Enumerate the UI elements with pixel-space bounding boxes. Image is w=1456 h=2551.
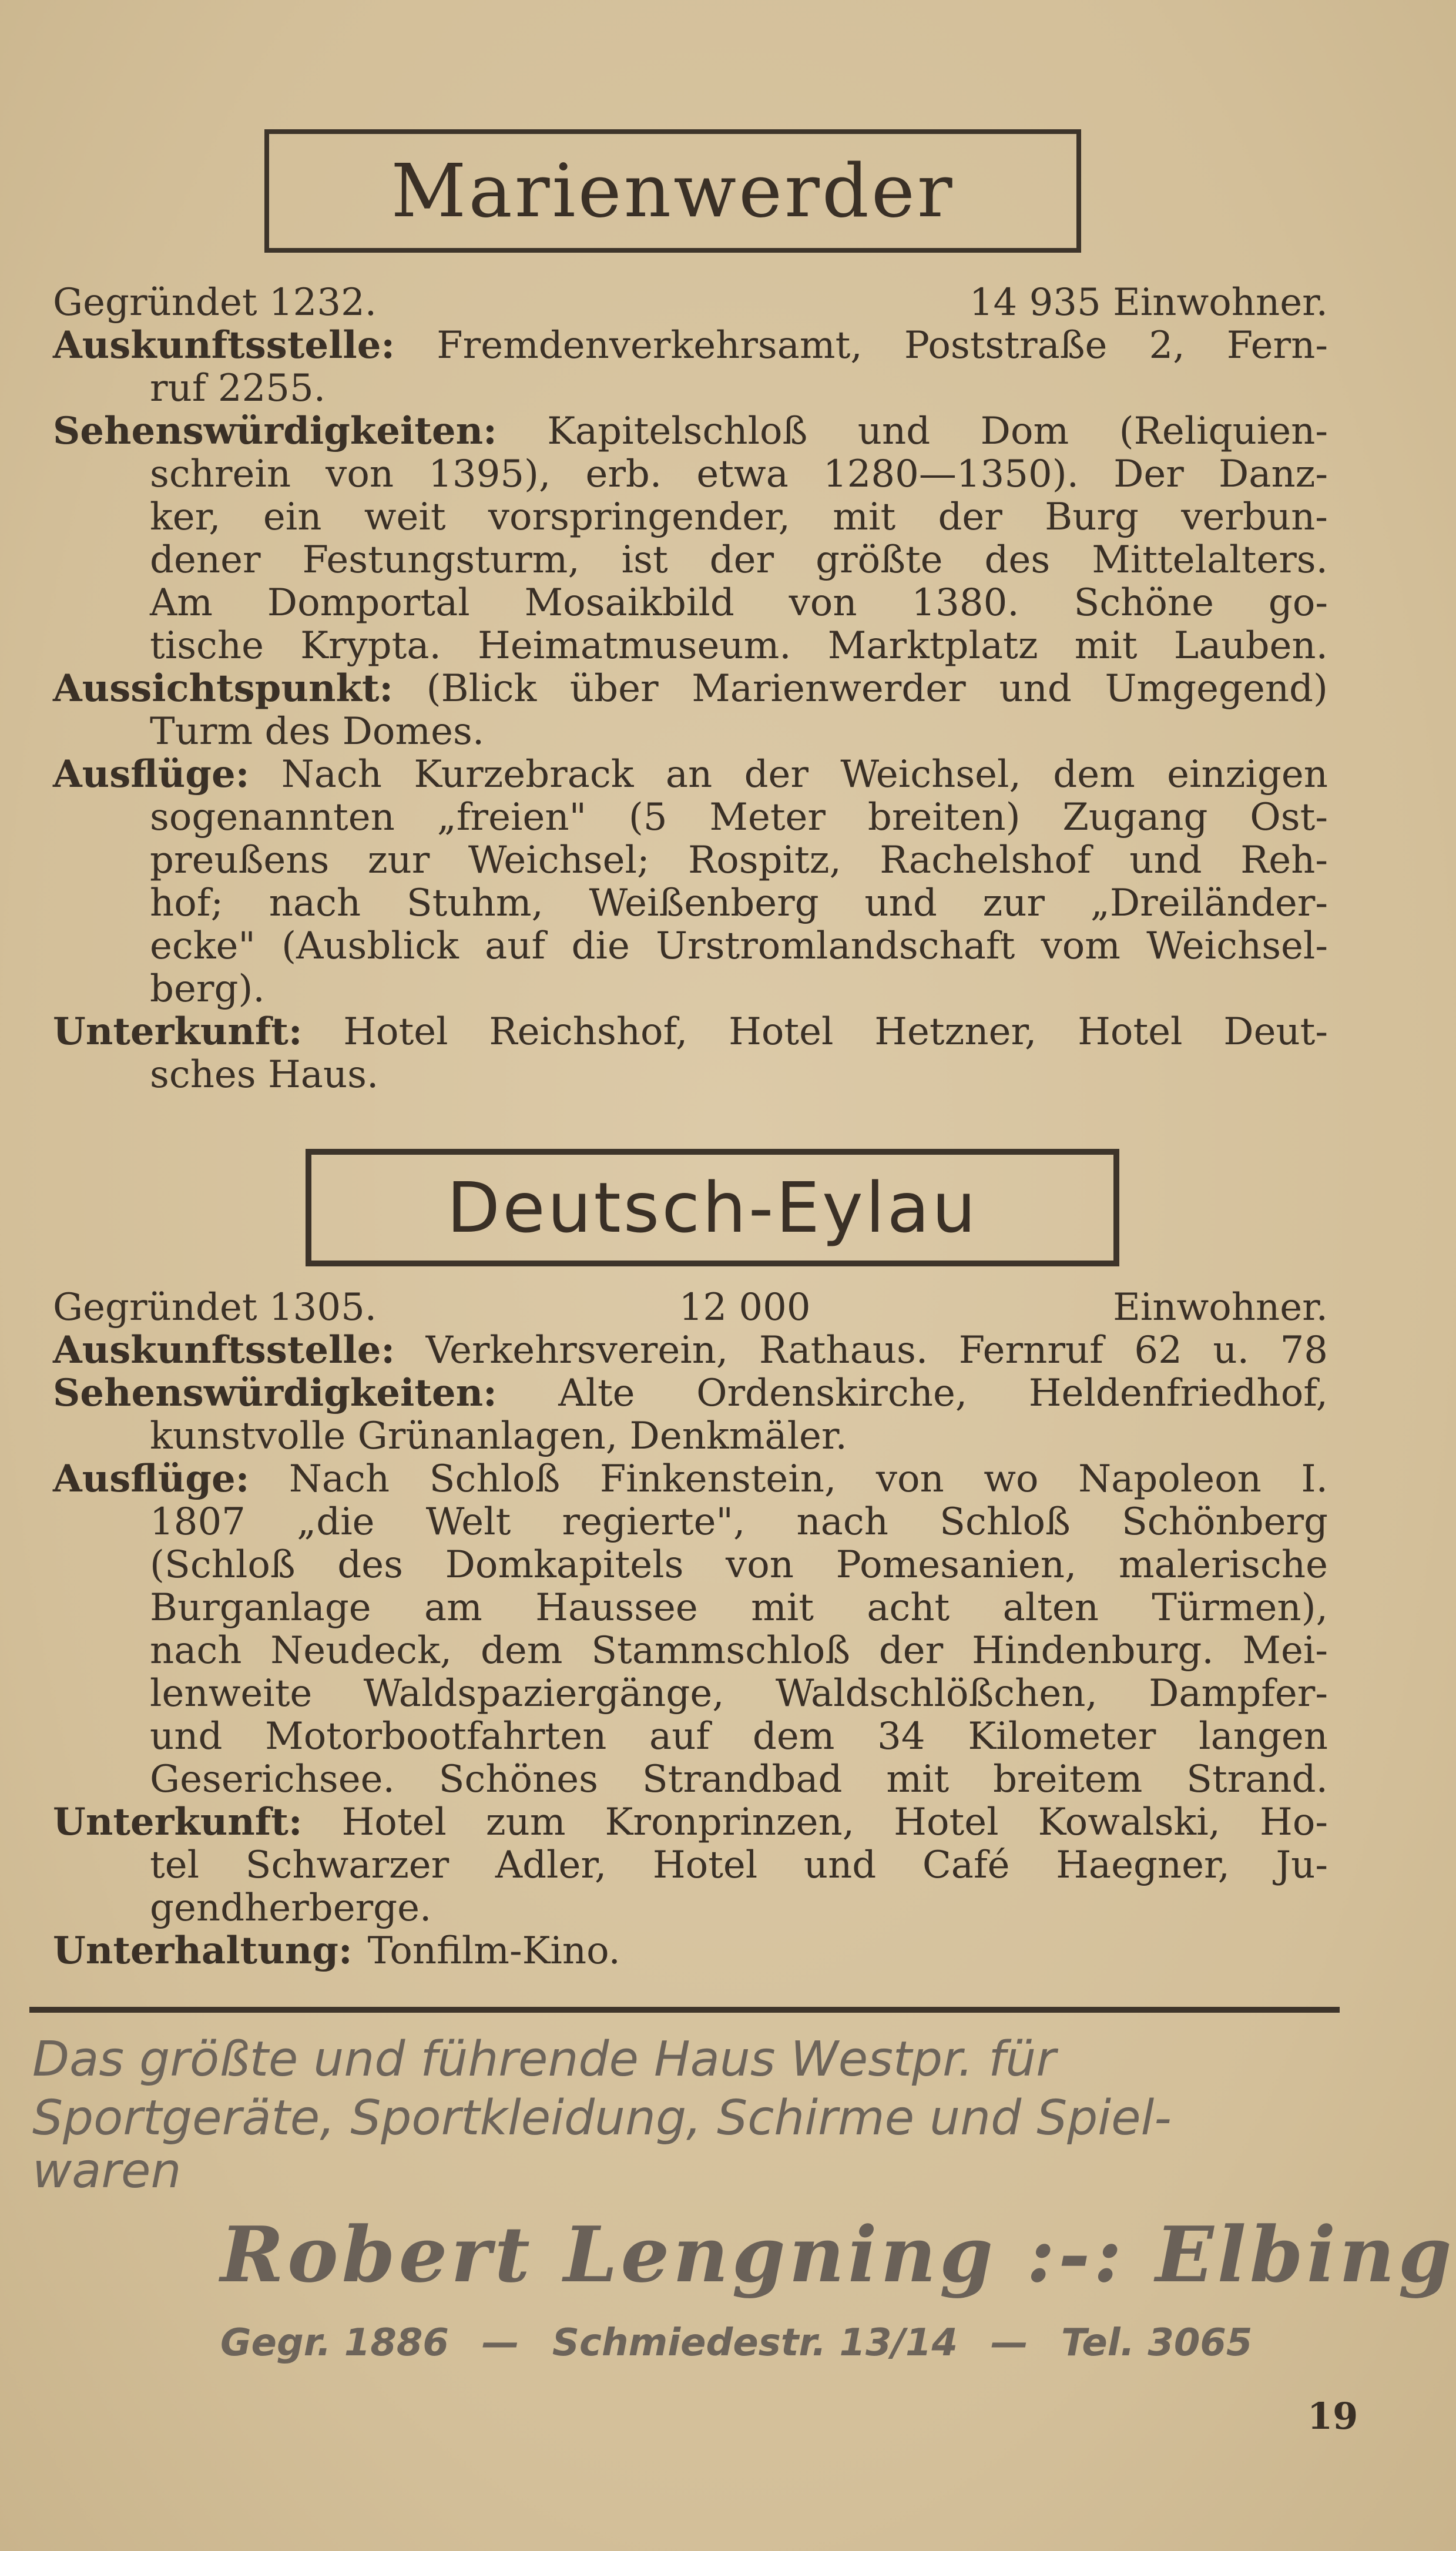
word: 78 [1280,1329,1328,1372]
word: Motorbootfahrten [265,1715,607,1758]
word: ist [621,538,668,582]
word: größte [816,538,943,582]
word: Napoleon [1078,1457,1262,1501]
word: über [569,667,659,710]
word: Hotel [1078,1010,1183,1054]
word: und [1129,839,1202,882]
word: Haegner, [1056,1843,1230,1887]
text-line [150,1630,1328,1671]
word: Gegründet 1305. [53,1286,377,1329]
advert-line-2: Sportgeräte, Sportkleidung, Schirme und Spiel- [32,2090,1172,2146]
word: (5 [628,796,667,839]
text-line [150,1416,1328,1457]
word: 1280—1350). [823,452,1079,496]
text-line [53,1930,1328,1972]
word: nach [150,1629,242,1672]
word: des [337,1543,403,1587]
text-line [150,1054,1328,1095]
advert-line-1: Das größte und führende Haus Westpr. für [32,2032,1056,2087]
word: Gegründet 1232. [53,281,377,324]
word: Fremdenverkehrsamt, [437,324,863,367]
word: von [326,452,394,496]
word: malerische [1118,1543,1328,1587]
word: etwa [696,452,789,496]
word: breiten) [867,796,1021,839]
text-line [150,625,1328,666]
text-line [150,582,1328,623]
word: und [803,1843,877,1887]
word: wo [984,1457,1039,1501]
word: Marktplatz [827,624,1038,668]
advert-dash-1: — [481,2321,519,2365]
word: zur [982,881,1045,925]
word: Hotel [341,1801,447,1844]
word: nach [796,1500,888,1544]
text-line [150,539,1328,581]
word: Danz- [1218,452,1328,496]
word: Rospitz, [688,839,841,882]
word: mit [886,1758,950,1801]
word: Dampfer- [1149,1672,1328,1715]
word: Pomesanien, [836,1543,1077,1587]
text-line [150,1673,1328,1714]
word: Reh- [1240,839,1328,882]
entry-label: Aussichtspunkt: [53,666,393,710]
word: regierte", [562,1500,746,1544]
text-line [53,1330,1328,1371]
word: Einwohner. [1113,1286,1328,1329]
deutsch-eylau-title: Deutsch-Eylau [447,1167,978,1248]
word: Poststraße [904,324,1108,367]
word: Hotel [894,1801,999,1844]
text-line [150,1845,1328,1886]
text-line [53,325,1328,366]
word: breitem [993,1758,1143,1801]
word: Schöne [1073,581,1215,625]
word: preußens [150,839,330,882]
word: lenweite [150,1672,313,1715]
word: verbun- [1181,495,1328,539]
word: go- [1268,581,1328,625]
word: Deut- [1223,1010,1328,1054]
text-line [150,883,1328,924]
word: des [984,538,1051,582]
text-line [150,968,1328,1010]
word: u. [1213,1329,1249,1372]
word: hof; [150,881,223,925]
word: ker, [150,495,221,539]
word: kunstvolle Grünanlagen, Denkmäler. [150,1414,847,1458]
word: der [744,753,808,796]
word: Burganlage [150,1586,371,1630]
word: dener [150,538,261,582]
word: zur [367,839,430,882]
word: einzigen [1167,753,1328,796]
word: und [150,1715,223,1758]
text-line [150,1888,1328,1929]
word: Café [922,1843,1010,1887]
word: Weichsel- [1146,924,1328,968]
word: erb. [585,452,662,496]
word: „die [297,1500,375,1544]
word: Geserichsee. [150,1758,395,1801]
word: Burg [1045,495,1139,539]
word: 12 000 [679,1286,811,1329]
word: sogenannten [150,796,395,839]
word: vorspringender, [488,495,790,539]
word: Türmen), [1152,1586,1328,1630]
entry-label: Ausflüge: [53,1457,250,1501]
text-line [150,797,1328,838]
word: von [789,581,857,625]
advert-phone: Tel. 3065 [1061,2321,1253,2365]
word: gendherberge. [150,1886,432,1930]
word: Ju- [1276,1843,1328,1887]
word: schrein [150,452,291,496]
word: Heldenfriedhof, [1028,1372,1328,1415]
word: Fernruf [958,1329,1103,1372]
text-line [150,840,1328,881]
word: 62 [1134,1329,1182,1372]
word: weit [364,495,446,539]
word: Alte [558,1372,635,1415]
word: Domportal [267,581,470,625]
word: die [571,924,630,968]
word: langen [1199,1715,1328,1758]
word: (Blick [426,667,537,710]
word: (Reliquien- [1119,410,1328,453]
word: tische [150,624,264,668]
text-line [150,711,1328,752]
advert-line-3: waren [32,2143,182,2199]
word: Domkapitels [445,1543,684,1587]
word: Welt [425,1500,511,1544]
entry-label: Auskunftsstelle: [53,1328,395,1372]
word: 14 935 Einwohner. [969,281,1328,324]
word: Weichsel, [840,753,1021,796]
marienwerder-title: Marienwerder [391,148,955,234]
page-number: 19 [1307,2395,1358,2438]
text-line [53,1459,1328,1500]
word: auf [649,1715,710,1758]
word: Haussee [535,1586,698,1630]
word: Schloß [940,1500,1071,1544]
word: Strandbad [642,1758,843,1801]
word: Heimatmuseum. [478,624,791,668]
entry-label: Sehenswürdigkeiten: [53,1371,497,1415]
entry-label: Unterhaltung: [53,1929,353,1973]
entry-label: Unterkunft: [53,1010,303,1054]
word: Strand. [1186,1758,1328,1801]
word: Ho- [1260,1801,1328,1844]
advert-dash-2: — [990,2321,1028,2365]
advert-address: Schmiedestr. 13/14 [552,2321,958,2365]
word: Neudeck, [270,1629,452,1672]
word: Hindenburg. [972,1629,1214,1672]
deutsch-eylau-title-box [306,1149,1119,1266]
word: auf [485,924,546,968]
word: ecke" [150,924,256,968]
word: Finkenstein, [599,1457,837,1501]
word: Schönberg [1121,1500,1328,1544]
text-line [53,1287,1328,1328]
word: der [938,495,1002,539]
word: und [999,667,1072,710]
word: Zugang [1062,796,1208,839]
word: Hotel [343,1010,448,1054]
text-line [150,454,1328,495]
word: 1380. [911,581,1019,625]
entry-label: Auskunftsstelle: [53,323,395,367]
word: Weichsel; [468,839,650,882]
word: an [665,753,713,796]
word: Nach [281,753,382,796]
word: Kurzebrack [414,753,634,796]
word: und [857,410,931,453]
text-line [53,1373,1328,1414]
word: Dom [980,410,1069,453]
word: der [878,1629,944,1672]
word: ein [263,495,322,539]
word: dem [480,1629,563,1672]
text-line [53,282,1328,323]
word: Weißenberg [589,881,819,925]
word: und [864,881,937,925]
text-line [53,1011,1328,1052]
word: nach [269,881,361,925]
word: (Schloß [150,1543,296,1587]
word: Stammschloß [591,1629,851,1672]
word: Rathaus. [759,1329,928,1372]
word: 1395), [428,452,551,496]
word: 1807 [150,1500,246,1544]
word: Marienwerder [692,667,966,710]
advert-divider [29,2007,1340,2013]
word: Turm des Domes. [150,710,485,753]
text-line [53,754,1328,795]
word: Tonfilm-Kino. [367,1929,620,1973]
word: von [726,1543,794,1587]
word: Ordenskirche, [696,1372,968,1415]
word: vom [1041,924,1120,968]
word: Kronprinzen, [605,1801,855,1844]
text-line [150,497,1328,538]
text-line [53,668,1328,709]
word: Schönes [438,1758,599,1801]
word: Hetzner, [874,1010,1037,1054]
word: sches Haus. [150,1053,379,1097]
text-line [53,411,1328,452]
word: Urstromlandschaft [656,924,1015,968]
word: Mosaikbild [524,581,734,625]
word: von [875,1457,944,1501]
text-line [150,1587,1328,1628]
text-line [150,1501,1328,1543]
word: mit [751,1586,814,1630]
word: Meter [709,796,826,839]
word: Krypta. [300,624,441,668]
word: Hotel [729,1010,834,1054]
word: Rachelshof [880,839,1091,882]
word: zum [485,1801,566,1844]
word: der [709,538,774,582]
word: Verkehrsverein, [425,1329,729,1372]
entry-label: Unterkunft: [53,1800,303,1844]
word: Adler, [495,1843,607,1887]
word: am [424,1586,482,1630]
advert-founded: Gegr. 1886 [220,2321,449,2365]
word: Lauben. [1173,624,1328,668]
word: Kapitelschloß [547,410,808,453]
word: „Dreiländer- [1090,881,1328,925]
entry-label: Ausflüge: [53,752,250,796]
marienwerder-title-box [264,129,1081,253]
word: Mittelalters. [1092,538,1328,582]
word: Festungsturm, [302,538,580,582]
word: Waldschlößchen, [775,1672,1098,1715]
word: Stuhm, [406,881,544,925]
word: Ost- [1250,796,1328,839]
word: Mei- [1242,1629,1328,1672]
word: Kowalski, [1038,1801,1221,1844]
word: acht [867,1586,950,1630]
word: (Ausblick [281,924,459,968]
text-line [150,1544,1328,1585]
word: dem [1053,753,1135,796]
text-line [150,1759,1328,1800]
word: Umgegend) [1105,667,1328,710]
text-line [150,368,1328,409]
text-line [150,1716,1328,1757]
word: tel [150,1843,200,1887]
word: Waldspaziergänge, [363,1672,724,1715]
word: 34 [877,1715,925,1758]
word: Fern- [1226,324,1328,367]
entry-label: Sehenswürdigkeiten: [53,409,497,453]
word: mit [1074,624,1138,668]
advert-company-name: Robert Lengning :-: Elbing [220,2210,1455,2299]
word: alten [1002,1586,1099,1630]
word: I. [1301,1457,1328,1501]
word: berg). [150,967,265,1011]
word: Kilometer [968,1715,1156,1758]
word: Schloß [429,1457,561,1501]
advert-footer [220,2321,1285,2365]
word: dem [752,1715,835,1758]
word: 2, [1149,324,1185,367]
word: Hotel [652,1843,758,1887]
word: Der [1113,452,1184,496]
word: Am [150,581,213,625]
word: ruf 2255. [150,367,326,410]
text-line [53,1802,1328,1843]
text-line [150,926,1328,967]
word: Schwarzer [245,1843,449,1887]
word: mit [833,495,896,539]
word: Reichshof, [489,1010,688,1054]
word: Nach [288,1457,390,1501]
word: „freien" [437,796,587,839]
